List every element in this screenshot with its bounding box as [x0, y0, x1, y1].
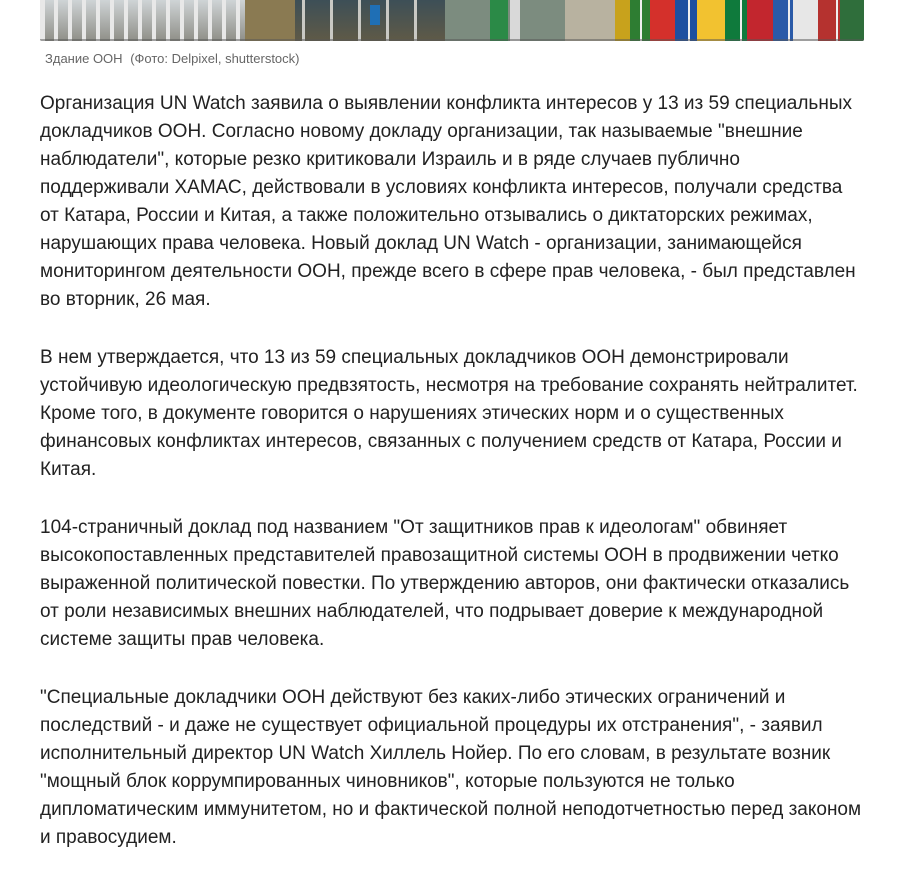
un-building-flags-image [40, 0, 864, 41]
article-paragraph-1: Организация UN Watch заявила о выявлении конфликта интересов у 13 из 59 специальных докладчиков ООН. Согласно новому докладу организации, так называемые "внешние наблюдатели", которые резко критиковали Израиль и в ряде случаев публично поддерживали ХАМАС, действовали в условиях конфликта интересов, получали средства от Катара, России и Китая, а также положительно отзывались о диктаторских режимах, нарушающих права человека. Новый доклад UN Watch - организации, занимающейся мониторингом деятельности ООН, прежде всего в сфере прав человека, - был представлен во вторник, 26 мая. [40, 93, 856, 310]
article-paragraph-2: В нем утверждается, что 13 из 59 специальных докладчиков ООН демонстрировали устойчивую идеологическую предвзятость, несмотря на требование сохранять нейтралитет. Кроме того, в документе говорится о нарушениях этических норм и о существенных финансовых конфликтах интересов, связанных с получением средств от Катара, России и Китая. [40, 347, 858, 480]
article-paragraph-4: "Специальные докладчики ООН действуют без каких-либо этических ограничений и последствий - и даже не существует официальной процедуры их отстранения", - заявил исполнительный директор UN Watch Хиллель Нойер. По его словам, в результате возник "мощный блок коррумпированных чиновников", которые пользуются не только дипломатическим иммунитетом, но и фактической полной неподотчетностью перед законом и правосудием. [40, 687, 862, 848]
article [40, 0, 864, 852]
photo-credit: (Фото: Delpixel, shutterstock) [130, 51, 300, 66]
article-paragraph-3: 104-страничный доклад под названием "От защитников прав к идеологам" обвиняет высокопоставленных представителей правозащитной системы ООН в продвижении четко выраженной политической повестки. По утверждению авторов, они фактически отказались от роли независимых внешних наблюдателей, что подрывает доверие к международной системе защиты прав человека. [40, 517, 850, 650]
photo-caption [45, 51, 864, 67]
article-photo[interactable] [40, 0, 864, 41]
caption-text: Здание ООН [45, 51, 123, 66]
